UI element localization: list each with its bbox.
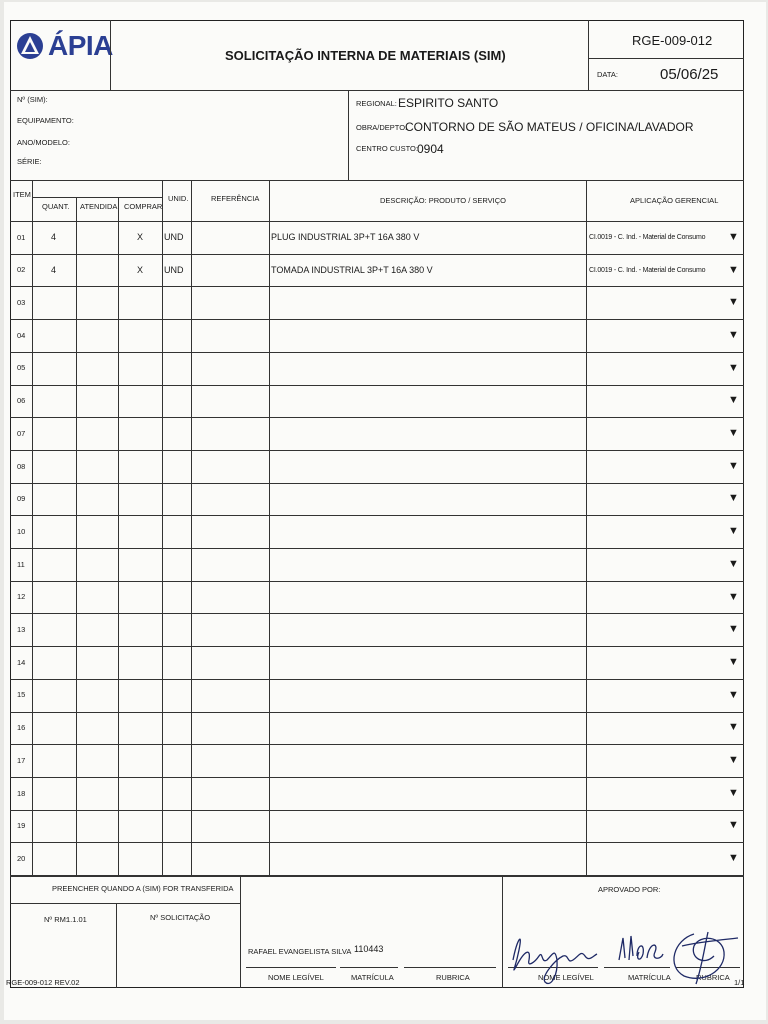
requester-name: RAFAEL EVANGELISTA SILVA (248, 947, 352, 956)
apia-logo (16, 30, 113, 62)
ano-modelo-label: ANO/MODELO: (17, 138, 70, 147)
serie-label: SÉRIE: (17, 157, 42, 166)
dropdown-arrow-icon[interactable]: ▼ (728, 688, 739, 701)
table-row (10, 450, 744, 483)
dropdown-arrow-icon[interactable]: ▼ (728, 786, 739, 799)
sim-label: Nº (SIM): (17, 95, 48, 104)
cell-item: 09 (17, 494, 26, 504)
cell-aplicacao: CI.0019 - C. Ind. - Material de Consumo (589, 233, 706, 241)
rm-label: Nº RM: (44, 915, 68, 924)
table-row (10, 319, 744, 352)
cell-quant: 4 (51, 231, 57, 242)
date-label: DATA: (597, 70, 618, 79)
cell-item: 03 (17, 298, 26, 307)
cell-item: 05 (17, 363, 26, 373)
cell-aplicacao: CI.0019 - C. Ind. - Material de Consumo (589, 266, 706, 274)
col-header-descricao: DESCRIÇÃO: PRODUTO / SERVIÇO (380, 196, 506, 205)
cell-item: 15 (17, 690, 26, 700)
cell-item: 11 (17, 559, 25, 569)
dropdown-arrow-icon[interactable]: ▼ (728, 655, 739, 668)
table-row (10, 744, 744, 777)
rm-value: 1.1.01 (66, 915, 87, 924)
table-row (10, 581, 744, 614)
date-value: 05/06/25 (660, 66, 719, 83)
table-row (10, 646, 744, 679)
table-row (10, 810, 744, 843)
dropdown-arrow-icon[interactable]: ▼ (728, 427, 739, 440)
col-header-aplicacao: APLICAÇÃO GERENCIAL (630, 196, 719, 205)
obra-value: CONTORNO DE SÃO MATEUS / OFICINA/LAVADOR (405, 120, 694, 134)
table-row (10, 613, 744, 646)
cell-quant: 4 (51, 264, 57, 275)
signature-rubrica (664, 926, 745, 988)
col-header-referencia: REFERÊNCIA (211, 194, 260, 203)
table-row (10, 548, 744, 581)
col-header-unid: UNID. (168, 194, 189, 203)
cell-item: 13 (17, 625, 26, 634)
equipamento-label: EQUIPAMENTO: (17, 116, 74, 125)
cell-comprar: X (137, 264, 144, 275)
dropdown-arrow-icon[interactable]: ▼ (728, 263, 739, 276)
rubrica-label: RUBRICA (436, 973, 470, 982)
signature-matricula (615, 930, 665, 970)
dropdown-arrow-icon[interactable]: ▼ (728, 394, 739, 407)
page-number: 1/1 (734, 978, 745, 987)
dropdown-arrow-icon[interactable]: ▼ (728, 525, 739, 538)
cell-item: 06 (17, 396, 26, 406)
centro-custo-label: CENTRO CUSTO: (356, 144, 418, 153)
centro-custo-value: 0904 (417, 142, 444, 156)
dropdown-arrow-icon[interactable]: ▼ (728, 296, 739, 309)
table-row (10, 712, 744, 745)
cell-item: 18 (17, 788, 26, 798)
table-row (10, 352, 744, 385)
dropdown-arrow-icon[interactable]: ▼ (728, 492, 739, 505)
col-header-item: ITEM (13, 190, 31, 199)
table-row (10, 842, 744, 875)
dropdown-arrow-icon[interactable]: ▼ (728, 361, 739, 374)
table-row (10, 777, 744, 810)
cell-item: 01 (17, 232, 26, 242)
dropdown-arrow-icon[interactable]: ▼ (728, 819, 739, 832)
dropdown-arrow-icon[interactable]: ▼ (728, 852, 739, 865)
cell-item: 20 (17, 853, 26, 863)
cell-item: 04 (17, 330, 26, 340)
doc-code: RGE-009-012 (632, 33, 713, 48)
cell-unid: UND (164, 264, 184, 275)
table-row (10, 515, 744, 548)
dropdown-arrow-icon[interactable]: ▼ (728, 328, 739, 341)
form-code: RGE-009-012 REV.02 (6, 978, 80, 987)
dropdown-arrow-icon[interactable]: ▼ (728, 230, 739, 243)
matricula-label: MATRÍCULA (351, 973, 394, 982)
table-row (10, 385, 744, 418)
cell-item: 07 (17, 428, 26, 438)
table-row (10, 679, 744, 712)
cell-unid: UND (164, 231, 184, 242)
cell-comprar: X (137, 231, 144, 242)
requester-matricula: 110443 (354, 944, 384, 954)
cell-item: 19 (17, 821, 26, 831)
solicitacao-label: Nº SOLICITAÇÃO (150, 913, 211, 922)
table-row (10, 286, 744, 319)
apia-logo-icon (16, 32, 44, 60)
logo-text: ÁPIA (48, 30, 113, 61)
cell-item: 12 (17, 592, 26, 602)
regional-label: REGIONAL: (356, 99, 397, 108)
dropdown-arrow-icon[interactable]: ▼ (728, 590, 739, 603)
dropdown-arrow-icon[interactable]: ▼ (728, 721, 739, 734)
cell-item: 08 (17, 461, 26, 471)
obra-label: OBRA/DEPTO: (356, 123, 408, 132)
cell-item: 02 (17, 265, 26, 275)
dropdown-arrow-icon[interactable]: ▼ (728, 623, 739, 636)
col-header-atendida: ATENDIDA (80, 202, 118, 211)
cell-item: 17 (17, 755, 26, 765)
cell-descricao: PLUG INDUSTRIAL 3P+T 16A 380 V (271, 231, 420, 242)
col-header-comprar: COMPRAR (124, 202, 163, 211)
table-row (10, 417, 744, 450)
cell-item: 10 (17, 526, 26, 536)
dropdown-arrow-icon[interactable]: ▼ (728, 754, 739, 767)
approver-matricula-label: MATRÍCULA (628, 973, 671, 982)
table-row (10, 483, 744, 516)
nome-legivel-label: NOME LEGÍVEL (268, 973, 324, 982)
cell-item: 14 (17, 657, 26, 667)
form-title: SOLICITAÇÃO INTERNA DE MATERIAIS (SIM) (225, 48, 506, 63)
regional-value: ESPIRITO SANTO (398, 96, 499, 110)
approver-rubrica-label: RUBRICA (696, 973, 730, 982)
cell-descricao: TOMADA INDUSTRIAL 3P+T 16A 380 V (271, 264, 433, 275)
cell-item: 16 (17, 723, 26, 733)
transfer-label: PREENCHER QUANDO A (SIM) FOR TRANSFERIDA (52, 884, 234, 893)
signature-name (505, 920, 600, 990)
approver-nome-label: NOME LEGÍVEL (538, 973, 594, 982)
dropdown-arrow-icon[interactable]: ▼ (728, 459, 739, 472)
dropdown-arrow-icon[interactable]: ▼ (728, 557, 739, 570)
aprovado-label: APROVADO POR: (598, 885, 661, 894)
col-header-quant: QUANT. (42, 202, 70, 211)
